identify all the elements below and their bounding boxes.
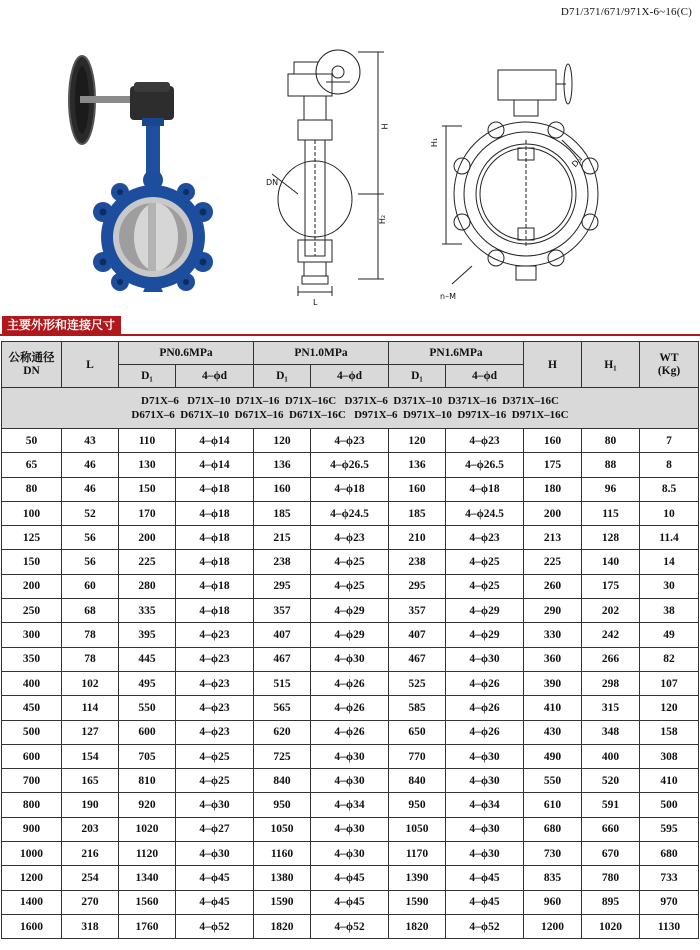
header-pn16: PN1.6MPa bbox=[389, 342, 524, 365]
cell-pn10-d1: 357 bbox=[254, 599, 311, 623]
cell-l: 78 bbox=[62, 623, 119, 647]
cell-h: 260 bbox=[524, 574, 582, 598]
cell-pn10-bolt: 4–ϕ29 bbox=[311, 599, 389, 623]
cell-pn06-bolt: 4–ϕ23 bbox=[176, 623, 254, 647]
cell-pn16-bolt: 4–ϕ29 bbox=[446, 599, 524, 623]
cell-pn06-bolt: 4–ϕ14 bbox=[176, 429, 254, 453]
cell-h1: 660 bbox=[582, 817, 640, 841]
header-d1: D₁ bbox=[389, 365, 446, 388]
cell-pn16-bolt: 4–ϕ26 bbox=[446, 720, 524, 744]
dim-label-dn: DN bbox=[266, 178, 279, 187]
cell-pn16-d1: 407 bbox=[389, 623, 446, 647]
cell-dn: 450 bbox=[2, 696, 62, 720]
table-row bbox=[2, 769, 699, 793]
cell-wt: 49 bbox=[640, 623, 699, 647]
cell-l: 56 bbox=[62, 526, 119, 550]
cell-pn16-d1: 585 bbox=[389, 696, 446, 720]
cell-wt: 595 bbox=[640, 817, 699, 841]
cell-pn10-d1: 565 bbox=[254, 696, 311, 720]
table-row bbox=[2, 696, 699, 720]
cell-h1: 266 bbox=[582, 647, 640, 671]
front-view-drawing bbox=[432, 44, 600, 296]
cell-pn06-d1: 225 bbox=[119, 550, 176, 574]
cell-pn10-bolt: 4–ϕ26 bbox=[311, 696, 389, 720]
cell-pn10-bolt: 4–ϕ30 bbox=[311, 769, 389, 793]
cell-pn06-d1: 130 bbox=[119, 453, 176, 477]
cell-l: 254 bbox=[62, 866, 119, 890]
cell-h1: 895 bbox=[582, 890, 640, 914]
model-code: D71/371/671/971X-6~16(C) bbox=[560, 6, 692, 18]
cell-pn16-bolt: 4–ϕ26 bbox=[446, 671, 524, 695]
header-pn06: PN0.6MPa bbox=[119, 342, 254, 365]
cell-pn06-d1: 150 bbox=[119, 477, 176, 501]
cell-pn16-bolt: 4–ϕ52 bbox=[446, 914, 524, 938]
cell-l: 52 bbox=[62, 501, 119, 525]
cell-h1: 591 bbox=[582, 793, 640, 817]
cell-h: 360 bbox=[524, 647, 582, 671]
dim-label-h2: H₂ bbox=[378, 214, 388, 225]
cell-l: 165 bbox=[62, 769, 119, 793]
cell-pn10-bolt: 4–ϕ30 bbox=[311, 744, 389, 768]
header-h1: H₁ bbox=[582, 342, 640, 388]
cell-pn10-bolt: 4–ϕ26 bbox=[311, 720, 389, 744]
cell-wt: 8 bbox=[640, 453, 699, 477]
header-wt: WT (Kg) bbox=[640, 342, 699, 388]
cell-h1: 202 bbox=[582, 599, 640, 623]
table-row bbox=[2, 914, 699, 938]
cell-wt: 11.4 bbox=[640, 526, 699, 550]
cell-wt: 680 bbox=[640, 842, 699, 866]
cell-pn10-d1: 515 bbox=[254, 671, 311, 695]
table-row bbox=[2, 647, 699, 671]
cell-dn: 1200 bbox=[2, 866, 62, 890]
cell-h1: 242 bbox=[582, 623, 640, 647]
cell-pn06-bolt: 4–ϕ27 bbox=[176, 817, 254, 841]
cell-pn06-bolt: 4–ϕ45 bbox=[176, 866, 254, 890]
cell-wt: 14 bbox=[640, 550, 699, 574]
cell-pn16-d1: 1590 bbox=[389, 890, 446, 914]
cell-pn10-bolt: 4–ϕ45 bbox=[311, 890, 389, 914]
cell-pn06-d1: 705 bbox=[119, 744, 176, 768]
cell-pn16-d1: 840 bbox=[389, 769, 446, 793]
cell-h: 490 bbox=[524, 744, 582, 768]
cell-wt: 107 bbox=[640, 671, 699, 695]
product-figures bbox=[0, 30, 700, 307]
cell-pn10-bolt: 4–ϕ45 bbox=[311, 866, 389, 890]
table-row bbox=[2, 526, 699, 550]
cell-pn16-bolt: 4–ϕ25 bbox=[446, 550, 524, 574]
header-d1: D₁ bbox=[119, 365, 176, 388]
cell-pn10-d1: 407 bbox=[254, 623, 311, 647]
cell-dn: 800 bbox=[2, 793, 62, 817]
cell-pn06-d1: 1120 bbox=[119, 842, 176, 866]
cell-h1: 315 bbox=[582, 696, 640, 720]
cell-dn: 100 bbox=[2, 501, 62, 525]
cell-pn06-d1: 170 bbox=[119, 501, 176, 525]
cell-h: 430 bbox=[524, 720, 582, 744]
cell-h1: 140 bbox=[582, 550, 640, 574]
cell-l: 46 bbox=[62, 477, 119, 501]
model-list-line-2: D671X–6 D671X–10 D671X–16 D671X–16C D971X–6 D971X–10 D971X–16 D971X–16C bbox=[131, 409, 569, 421]
header-l: L bbox=[62, 342, 119, 388]
cell-pn10-bolt: 4–ϕ52 bbox=[311, 914, 389, 938]
cell-wt: 733 bbox=[640, 866, 699, 890]
cell-wt: 158 bbox=[640, 720, 699, 744]
cell-h1: 88 bbox=[582, 453, 640, 477]
cell-pn10-d1: 295 bbox=[254, 574, 311, 598]
cell-pn16-bolt: 4–ϕ18 bbox=[446, 477, 524, 501]
cell-pn16-d1: 950 bbox=[389, 793, 446, 817]
cell-pn06-bolt: 4–ϕ30 bbox=[176, 793, 254, 817]
cell-pn06-bolt: 4–ϕ23 bbox=[176, 647, 254, 671]
cell-l: 270 bbox=[62, 890, 119, 914]
cell-pn16-bolt: 4–ϕ34 bbox=[446, 793, 524, 817]
cell-pn06-d1: 335 bbox=[119, 599, 176, 623]
cell-h: 213 bbox=[524, 526, 582, 550]
model-list bbox=[2, 388, 699, 429]
cell-l: 154 bbox=[62, 744, 119, 768]
cell-h1: 175 bbox=[582, 574, 640, 598]
handwheel-icon bbox=[69, 56, 132, 144]
cell-l: 68 bbox=[62, 599, 119, 623]
cell-pn10-bolt: 4–ϕ29 bbox=[311, 623, 389, 647]
cell-dn: 1600 bbox=[2, 914, 62, 938]
cell-l: 60 bbox=[62, 574, 119, 598]
cell-pn06-bolt: 4–ϕ14 bbox=[176, 453, 254, 477]
cell-l: 78 bbox=[62, 647, 119, 671]
cell-pn10-bolt: 4–ϕ25 bbox=[311, 574, 389, 598]
cell-pn06-bolt: 4–ϕ18 bbox=[176, 501, 254, 525]
cell-pn06-d1: 200 bbox=[119, 526, 176, 550]
cell-pn16-d1: 357 bbox=[389, 599, 446, 623]
cell-pn06-bolt: 4–ϕ18 bbox=[176, 477, 254, 501]
table-row bbox=[2, 866, 699, 890]
cell-pn10-d1: 1820 bbox=[254, 914, 311, 938]
cell-pn16-bolt: 4–ϕ30 bbox=[446, 817, 524, 841]
dim-label-h1: H₁ bbox=[430, 137, 440, 148]
cell-l: 318 bbox=[62, 914, 119, 938]
cell-pn06-d1: 1020 bbox=[119, 817, 176, 841]
cell-pn16-d1: 1170 bbox=[389, 842, 446, 866]
cell-h1: 670 bbox=[582, 842, 640, 866]
cell-h: 550 bbox=[524, 769, 582, 793]
cell-pn06-d1: 280 bbox=[119, 574, 176, 598]
cell-h1: 298 bbox=[582, 671, 640, 695]
cell-pn10-d1: 620 bbox=[254, 720, 311, 744]
cell-l: 203 bbox=[62, 817, 119, 841]
cell-pn10-bolt: 4–ϕ26 bbox=[311, 671, 389, 695]
cell-wt: 10 bbox=[640, 501, 699, 525]
cell-pn16-d1: 185 bbox=[389, 501, 446, 525]
cell-h: 290 bbox=[524, 599, 582, 623]
cell-pn10-d1: 238 bbox=[254, 550, 311, 574]
cell-dn: 350 bbox=[2, 647, 62, 671]
cell-pn16-bolt: 4–ϕ26 bbox=[446, 696, 524, 720]
cell-h: 610 bbox=[524, 793, 582, 817]
cell-wt: 7 bbox=[640, 429, 699, 453]
cell-pn16-bolt: 4–ϕ30 bbox=[446, 842, 524, 866]
table-row bbox=[2, 550, 699, 574]
cell-pn06-bolt: 4–ϕ18 bbox=[176, 526, 254, 550]
table-row bbox=[2, 429, 699, 453]
header-h: H bbox=[524, 342, 582, 388]
cell-pn10-d1: 120 bbox=[254, 429, 311, 453]
cell-pn06-d1: 1340 bbox=[119, 866, 176, 890]
cell-pn16-bolt: 4–ϕ30 bbox=[446, 769, 524, 793]
cell-dn: 400 bbox=[2, 671, 62, 695]
cell-h: 410 bbox=[524, 696, 582, 720]
cell-l: 190 bbox=[62, 793, 119, 817]
cell-h1: 520 bbox=[582, 769, 640, 793]
table-row bbox=[2, 842, 699, 866]
cell-dn: 150 bbox=[2, 550, 62, 574]
cell-wt: 410 bbox=[640, 769, 699, 793]
cell-pn16-bolt: 4–ϕ26.5 bbox=[446, 453, 524, 477]
table-row bbox=[2, 671, 699, 695]
cell-h: 1200 bbox=[524, 914, 582, 938]
cell-dn: 125 bbox=[2, 526, 62, 550]
cell-wt: 120 bbox=[640, 696, 699, 720]
cell-pn16-d1: 525 bbox=[389, 671, 446, 695]
dim-label-nm: n–M bbox=[440, 292, 456, 301]
header-bolt: 4–ϕd bbox=[176, 365, 254, 388]
model-list-line-1: D71X–6 D71X–10 D71X–16 D71X–16C D371X–6 D371X–10 D371X–16 D371X–16C bbox=[141, 395, 559, 407]
cell-pn16-bolt: 4–ϕ25 bbox=[446, 574, 524, 598]
cell-pn06-bolt: 4–ϕ25 bbox=[176, 744, 254, 768]
dimensions-table bbox=[1, 341, 699, 939]
cell-pn16-d1: 136 bbox=[389, 453, 446, 477]
cell-h: 180 bbox=[524, 477, 582, 501]
cell-h: 225 bbox=[524, 550, 582, 574]
cell-pn06-d1: 550 bbox=[119, 696, 176, 720]
cell-h: 960 bbox=[524, 890, 582, 914]
cell-h1: 115 bbox=[582, 501, 640, 525]
cell-pn06-d1: 495 bbox=[119, 671, 176, 695]
cell-dn: 900 bbox=[2, 817, 62, 841]
cell-pn16-bolt: 4–ϕ45 bbox=[446, 866, 524, 890]
cell-pn16-d1: 238 bbox=[389, 550, 446, 574]
cell-h: 330 bbox=[524, 623, 582, 647]
cell-pn10-bolt: 4–ϕ30 bbox=[311, 647, 389, 671]
cell-l: 43 bbox=[62, 429, 119, 453]
cell-pn06-bolt: 4–ϕ25 bbox=[176, 769, 254, 793]
side-view-drawing bbox=[258, 44, 398, 296]
cell-h: 175 bbox=[524, 453, 582, 477]
cell-h: 200 bbox=[524, 501, 582, 525]
cell-dn: 700 bbox=[2, 769, 62, 793]
cell-pn10-bolt: 4–ϕ23 bbox=[311, 429, 389, 453]
valve-photo bbox=[60, 42, 220, 292]
cell-l: 46 bbox=[62, 453, 119, 477]
table-row bbox=[2, 623, 699, 647]
cell-pn16-bolt: 4–ϕ23 bbox=[446, 429, 524, 453]
table-row bbox=[2, 477, 699, 501]
cell-wt: 8.5 bbox=[640, 477, 699, 501]
cell-pn06-d1: 445 bbox=[119, 647, 176, 671]
header-bolt: 4–ϕd bbox=[446, 365, 524, 388]
cell-pn06-d1: 1760 bbox=[119, 914, 176, 938]
cell-wt: 500 bbox=[640, 793, 699, 817]
cell-pn16-bolt: 4–ϕ23 bbox=[446, 526, 524, 550]
cell-pn16-d1: 770 bbox=[389, 744, 446, 768]
cell-pn16-d1: 120 bbox=[389, 429, 446, 453]
cell-pn06-d1: 920 bbox=[119, 793, 176, 817]
cell-pn06-bolt: 4–ϕ18 bbox=[176, 550, 254, 574]
cell-h: 680 bbox=[524, 817, 582, 841]
table-row bbox=[2, 793, 699, 817]
table-row bbox=[2, 720, 699, 744]
cell-pn06-bolt: 4–ϕ52 bbox=[176, 914, 254, 938]
header-bolt: 4–ϕd bbox=[311, 365, 389, 388]
table-row bbox=[2, 501, 699, 525]
cell-l: 127 bbox=[62, 720, 119, 744]
cell-wt: 308 bbox=[640, 744, 699, 768]
cell-pn06-bolt: 4–ϕ23 bbox=[176, 696, 254, 720]
table-row bbox=[2, 817, 699, 841]
cell-pn16-bolt: 4–ϕ24.5 bbox=[446, 501, 524, 525]
cell-pn10-bolt: 4–ϕ30 bbox=[311, 842, 389, 866]
header-d1: D₁ bbox=[254, 365, 311, 388]
cell-pn16-d1: 295 bbox=[389, 574, 446, 598]
cell-pn10-d1: 1590 bbox=[254, 890, 311, 914]
cell-pn10-d1: 725 bbox=[254, 744, 311, 768]
dim-label-d0: D₀ bbox=[570, 156, 584, 169]
cell-h1: 348 bbox=[582, 720, 640, 744]
cell-dn: 250 bbox=[2, 599, 62, 623]
cell-h1: 128 bbox=[582, 526, 640, 550]
header-dn: 公称通径 DN bbox=[2, 342, 62, 388]
cell-pn10-d1: 215 bbox=[254, 526, 311, 550]
cell-l: 114 bbox=[62, 696, 119, 720]
cell-pn06-bolt: 4–ϕ30 bbox=[176, 842, 254, 866]
cell-pn06-d1: 110 bbox=[119, 429, 176, 453]
cell-pn06-bolt: 4–ϕ23 bbox=[176, 720, 254, 744]
cell-wt: 82 bbox=[640, 647, 699, 671]
cell-dn: 500 bbox=[2, 720, 62, 744]
cell-pn16-bolt: 4–ϕ45 bbox=[446, 890, 524, 914]
cell-pn10-d1: 1050 bbox=[254, 817, 311, 841]
cell-h: 835 bbox=[524, 866, 582, 890]
cell-pn10-d1: 840 bbox=[254, 769, 311, 793]
cell-l: 102 bbox=[62, 671, 119, 695]
cell-pn06-d1: 1560 bbox=[119, 890, 176, 914]
cell-pn06-d1: 600 bbox=[119, 720, 176, 744]
cell-pn06-bolt: 4–ϕ18 bbox=[176, 599, 254, 623]
cell-pn10-bolt: 4–ϕ26.5 bbox=[311, 453, 389, 477]
table-row bbox=[2, 453, 699, 477]
cell-l: 56 bbox=[62, 550, 119, 574]
cell-pn16-bolt: 4–ϕ29 bbox=[446, 623, 524, 647]
cell-pn10-bolt: 4–ϕ25 bbox=[311, 550, 389, 574]
cell-h: 730 bbox=[524, 842, 582, 866]
cell-pn06-d1: 810 bbox=[119, 769, 176, 793]
cell-dn: 1000 bbox=[2, 842, 62, 866]
cell-pn16-d1: 1390 bbox=[389, 866, 446, 890]
table-row bbox=[2, 890, 699, 914]
cell-pn06-bolt: 4–ϕ23 bbox=[176, 671, 254, 695]
cell-dn: 1400 bbox=[2, 890, 62, 914]
section-title: 主要外形和连接尺寸 bbox=[2, 316, 121, 335]
cell-pn16-bolt: 4–ϕ30 bbox=[446, 744, 524, 768]
cell-pn16-d1: 467 bbox=[389, 647, 446, 671]
cell-pn10-bolt: 4–ϕ34 bbox=[311, 793, 389, 817]
cell-wt: 1130 bbox=[640, 914, 699, 938]
cell-pn10-d1: 160 bbox=[254, 477, 311, 501]
cell-pn06-d1: 395 bbox=[119, 623, 176, 647]
cell-h: 390 bbox=[524, 671, 582, 695]
cell-pn16-d1: 160 bbox=[389, 477, 446, 501]
dim-label-h: H bbox=[380, 123, 390, 130]
cell-pn10-d1: 185 bbox=[254, 501, 311, 525]
cell-pn10-d1: 950 bbox=[254, 793, 311, 817]
dim-label-l: L bbox=[313, 298, 318, 307]
cell-h1: 1020 bbox=[582, 914, 640, 938]
cell-h1: 96 bbox=[582, 477, 640, 501]
cell-pn10-bolt: 4–ϕ30 bbox=[311, 817, 389, 841]
cell-dn: 65 bbox=[2, 453, 62, 477]
cell-pn16-d1: 210 bbox=[389, 526, 446, 550]
table-row bbox=[2, 574, 699, 598]
cell-pn16-d1: 650 bbox=[389, 720, 446, 744]
cell-h: 160 bbox=[524, 429, 582, 453]
cell-wt: 30 bbox=[640, 574, 699, 598]
cell-dn: 300 bbox=[2, 623, 62, 647]
cell-pn16-d1: 1820 bbox=[389, 914, 446, 938]
cell-dn: 600 bbox=[2, 744, 62, 768]
cell-pn06-bolt: 4–ϕ45 bbox=[176, 890, 254, 914]
table-row bbox=[2, 744, 699, 768]
cell-pn16-d1: 1050 bbox=[389, 817, 446, 841]
cell-pn16-bolt: 4–ϕ30 bbox=[446, 647, 524, 671]
cell-h1: 80 bbox=[582, 429, 640, 453]
cell-pn10-d1: 1160 bbox=[254, 842, 311, 866]
cell-dn: 200 bbox=[2, 574, 62, 598]
cell-pn10-bolt: 4–ϕ18 bbox=[311, 477, 389, 501]
cell-h1: 400 bbox=[582, 744, 640, 768]
table-row bbox=[2, 599, 699, 623]
cell-pn10-d1: 1380 bbox=[254, 866, 311, 890]
cell-wt: 38 bbox=[640, 599, 699, 623]
cell-dn: 50 bbox=[2, 429, 62, 453]
header-pn10: PN1.0MPa bbox=[254, 342, 389, 365]
cell-pn06-bolt: 4–ϕ18 bbox=[176, 574, 254, 598]
cell-pn10-d1: 136 bbox=[254, 453, 311, 477]
cell-pn10-bolt: 4–ϕ24.5 bbox=[311, 501, 389, 525]
section-rule bbox=[0, 334, 700, 336]
cell-pn10-bolt: 4–ϕ23 bbox=[311, 526, 389, 550]
cell-dn: 80 bbox=[2, 477, 62, 501]
cell-h1: 780 bbox=[582, 866, 640, 890]
cell-l: 216 bbox=[62, 842, 119, 866]
cell-wt: 970 bbox=[640, 890, 699, 914]
cell-pn10-d1: 467 bbox=[254, 647, 311, 671]
